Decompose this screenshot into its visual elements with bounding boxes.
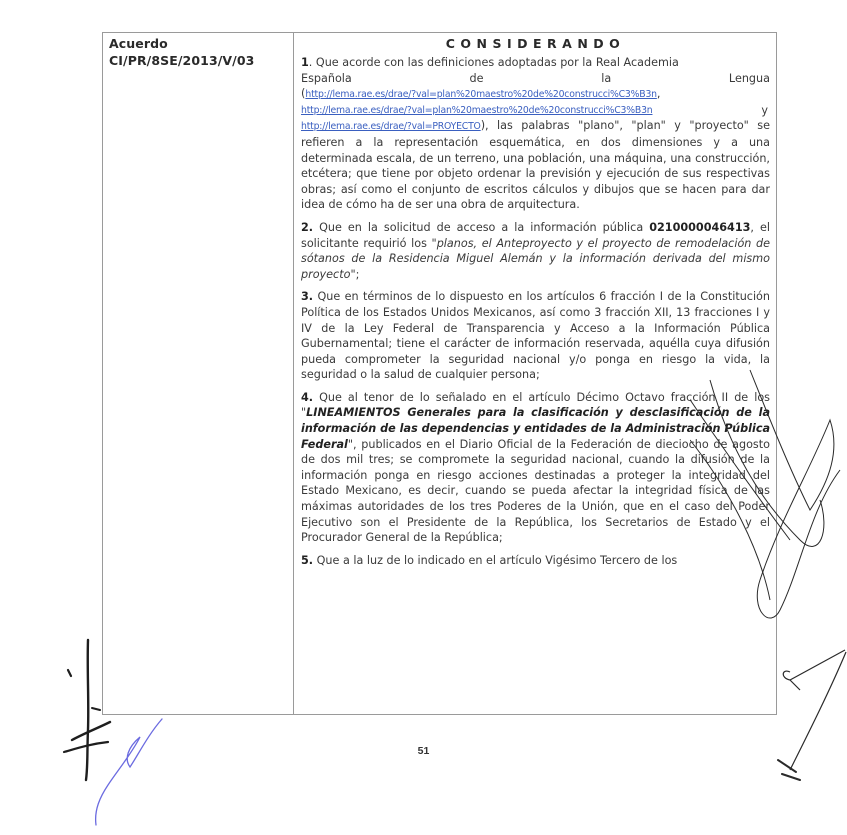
word: de	[469, 71, 484, 85]
request-folio: 0210000046413	[649, 220, 751, 234]
signature-left-blue	[88, 715, 168, 835]
guidelines-title: LINEAMIENTOS Generales para la clasificación y desclasificación de la información de las dependencias y entidades de la Administración Pública Federal	[301, 406, 770, 451]
paragraph-text: Que en la solicitud de acceso a la información pública	[313, 220, 650, 234]
paragraph-1	[301, 55, 770, 213]
request-quote: planos, el Anteproyecto y el proyecto de remodelación de sótanos de la Residencia Miguel Alemán y la información derivada del mismo proyecto	[301, 236, 770, 281]
paragraph-text: Que a la luz de lo indicado en el artículo Vigésimo Tercero de los	[313, 553, 678, 567]
page-number: 51	[417, 745, 430, 757]
paragraph-text: , el solicitante requirió los "	[301, 220, 771, 250]
document-table	[102, 32, 777, 715]
rae-link-3[interactable]: http://lema.rae.es/drae/?val=PROYECTO	[301, 121, 481, 133]
agreement-column	[103, 33, 294, 714]
justified-line	[301, 71, 770, 87]
paragraph-number: 4.	[301, 390, 314, 404]
paragraph-3	[301, 289, 770, 383]
conjunction: y	[761, 103, 768, 117]
agreement-label: Acuerdo	[109, 36, 168, 51]
agreement-code: CI/PR/8SE/2013/V/03	[109, 53, 255, 68]
paragraph-text: ), las palabras "plano", "plan" y "proyecto" se refieren a la representación esquemática, en dos dimensiones y a una determinada escala, de un terreno, una población, una máquina, una construcción, etcétera; que tiene por objeto ordenar la previsión y ejecución de sus respectivas obras; así como el conjunto de escritos cálculos y dibujos que se hacen para dar idea de cómo ha de ser una obra de arquitectura.	[301, 119, 770, 212]
paragraph-number: 2.	[301, 220, 314, 234]
word: Lengua	[728, 71, 770, 85]
rae-link-2[interactable]: http://lema.rae.es/drae/?val=plan%20maestro%20de%20construcci%C3%B3n	[301, 104, 653, 116]
comma: ,	[656, 87, 661, 101]
paragraph-number: 3.	[301, 290, 314, 304]
considerando-column	[294, 33, 776, 714]
paren-open: (	[301, 87, 306, 101]
paragraph-text: Que en términos de lo dispuesto en los artículos 6 fracción I de la Constitución Política de los Estados Unidos Mexicanos, así como 3 fracción XII, 13 fracciones I y IV de la Ley Federal de Transparencia y Acceso a la Información Pública Gubernamental; tiene el carácter de información reservada, aquélla cuya difusión pueda comprometer la seguridad nacional y/o ponga en riesgo la vida, la seguridad o la salud de cualquier persona;	[301, 290, 770, 382]
paragraph-number: 1	[301, 56, 309, 69]
paragraph-4	[301, 390, 770, 546]
paragraph-5	[301, 553, 770, 569]
link-line	[301, 103, 770, 119]
paragraph-text: . Que acorde con las definiciones adoptadas por la Real Academia	[308, 56, 679, 69]
rae-link-1[interactable]: http://lema.rae.es/drae/?val=plan%20maestro%20de%20construcci%C3%B3n	[305, 89, 657, 101]
section-heading: CONSIDERANDO	[445, 36, 626, 51]
paragraph-text: ";	[350, 267, 360, 281]
word: Española	[301, 71, 352, 85]
paragraph-text: ", publicados en el Diario Oficial de la Federación de dieciocho de agosto de dos mil tres; se compromete la seguridad nacional, cuando la difusión de la información ponga en riesgo acciones destinadas a proteger la integridad del Estado Mexicano, es decir, cuando se pueda afectar la integridad física de las máximas autoridades de los tres Poderes de la Unión, que en el caso del Poder Ejecutivo son el Presidente de la República, los Secretarios de Estado y el Procurador General de la República;	[301, 437, 770, 545]
paragraph-2	[301, 220, 770, 282]
word: la	[601, 71, 612, 85]
link-line	[301, 86, 770, 103]
paragraph-number: 5.	[301, 553, 314, 567]
paragraph-text: Que al tenor de lo señalado en el artículo Décimo Octavo fracción II de los "	[301, 390, 770, 420]
